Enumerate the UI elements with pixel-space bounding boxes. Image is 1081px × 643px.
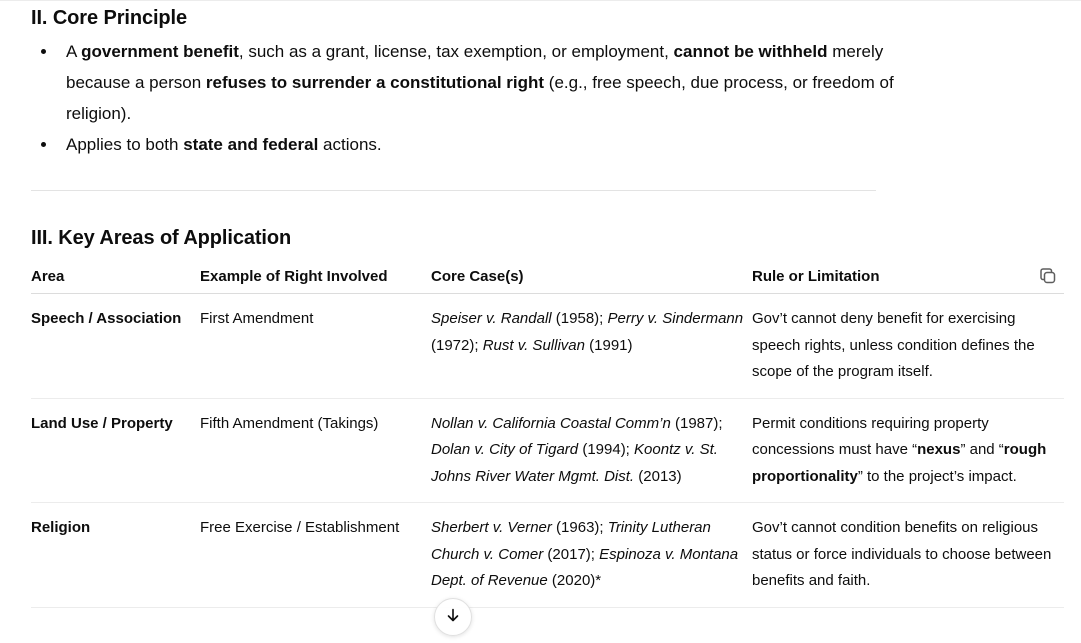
text: , such as a grant, license, tax exemption, or employment, bbox=[238, 42, 674, 61]
bold-text: state and federal bbox=[183, 135, 319, 154]
text: A bbox=[66, 42, 82, 61]
horizontal-rule bbox=[31, 190, 876, 191]
column-header-cases: Core Case(s) bbox=[431, 259, 752, 294]
cell-area: Religion bbox=[31, 503, 200, 608]
arrow-down-icon bbox=[445, 607, 461, 628]
text: (e.g., free speech, due process, or freedom of religion). bbox=[66, 73, 894, 123]
text: Applies to both bbox=[66, 135, 184, 154]
column-header-right: Example of Right Involved bbox=[200, 259, 431, 294]
text: actions. bbox=[318, 135, 382, 154]
case-year: (1991) bbox=[584, 336, 633, 354]
bold-text: government benefit bbox=[81, 42, 239, 61]
scroll-to-bottom-button[interactable] bbox=[434, 598, 472, 636]
column-header-area: Area bbox=[31, 259, 200, 294]
case-name: Rust v. Sullivan bbox=[482, 336, 585, 354]
case-year: (1987); bbox=[670, 414, 723, 432]
case-name: Trinity Lutheran Church v. Comer bbox=[431, 519, 711, 563]
cell-right: Fifth Amendment (Takings) bbox=[200, 398, 431, 503]
cell-area: Speech / Association bbox=[31, 294, 200, 399]
text: Permit conditions requiring property concessions must have “ bbox=[752, 414, 989, 458]
case-name: Dolan v. City of Tigard bbox=[431, 441, 579, 458]
text: merely because a person bbox=[66, 42, 884, 92]
column-header-rule-label: Rule or Limitation bbox=[752, 267, 880, 285]
case-year: (1994); bbox=[578, 441, 635, 458]
cell-area: Land Use / Property bbox=[31, 398, 200, 503]
case-name: Espinoza v. Montana Dept. of Revenue bbox=[431, 545, 739, 589]
case-name: Sherbert v. Verner bbox=[431, 519, 552, 536]
cell-cases bbox=[431, 503, 752, 608]
application-table bbox=[31, 259, 1064, 608]
cell-rule bbox=[752, 398, 1064, 503]
case-year: (1963); bbox=[551, 519, 608, 536]
cell-rule: Gov’t cannot condition benefits on religious status or force individuals to choose between benefits and faith. bbox=[752, 503, 1064, 608]
cell-right: First Amendment bbox=[200, 294, 431, 399]
bold-text: refuses to surrender a constitutional right bbox=[205, 73, 545, 92]
text: ” and “ bbox=[960, 441, 1004, 458]
copy-icon[interactable] bbox=[1038, 266, 1058, 286]
case-name: Nollan v. California Coastal Comm’n bbox=[431, 414, 671, 432]
section-heading-core-principle: II. Core Principle bbox=[31, 7, 188, 29]
case-year: (1958); bbox=[551, 310, 608, 327]
core-principle-list bbox=[31, 36, 926, 160]
case-year: (2013) bbox=[634, 467, 682, 485]
cell-rule: Gov’t cannot deny benefit for exercising speech rights, unless condition defines the scope of the program itself. bbox=[752, 294, 1064, 399]
cell-cases bbox=[431, 294, 752, 399]
case-name: Perry v. Sindermann bbox=[607, 310, 744, 327]
column-header-rule bbox=[752, 259, 1064, 294]
table-row bbox=[31, 294, 1064, 399]
section-heading-key-areas: III. Key Areas of Application bbox=[31, 227, 292, 249]
case-year: (2020)* bbox=[547, 572, 602, 589]
top-divider bbox=[0, 0, 1081, 1]
list-item bbox=[66, 36, 926, 129]
list-item bbox=[66, 129, 926, 160]
table-row bbox=[31, 503, 1064, 608]
table-header-row bbox=[31, 259, 1064, 294]
case-year: (1972); bbox=[431, 336, 483, 354]
case-name: Speiser v. Randall bbox=[431, 310, 552, 327]
table-row bbox=[31, 398, 1064, 503]
bold-text: rough proportionality bbox=[752, 441, 1047, 485]
bold-text: nexus bbox=[917, 441, 961, 458]
case-year: (2017); bbox=[543, 545, 600, 563]
cell-right: Free Exercise / Establishment bbox=[200, 503, 431, 608]
text: ” to the project’s impact. bbox=[857, 467, 1017, 485]
case-name: Koontz v. St. Johns River Water Mgmt. Dist. bbox=[431, 441, 718, 485]
cell-cases bbox=[431, 398, 752, 503]
bold-text: cannot be withheld bbox=[673, 42, 828, 61]
